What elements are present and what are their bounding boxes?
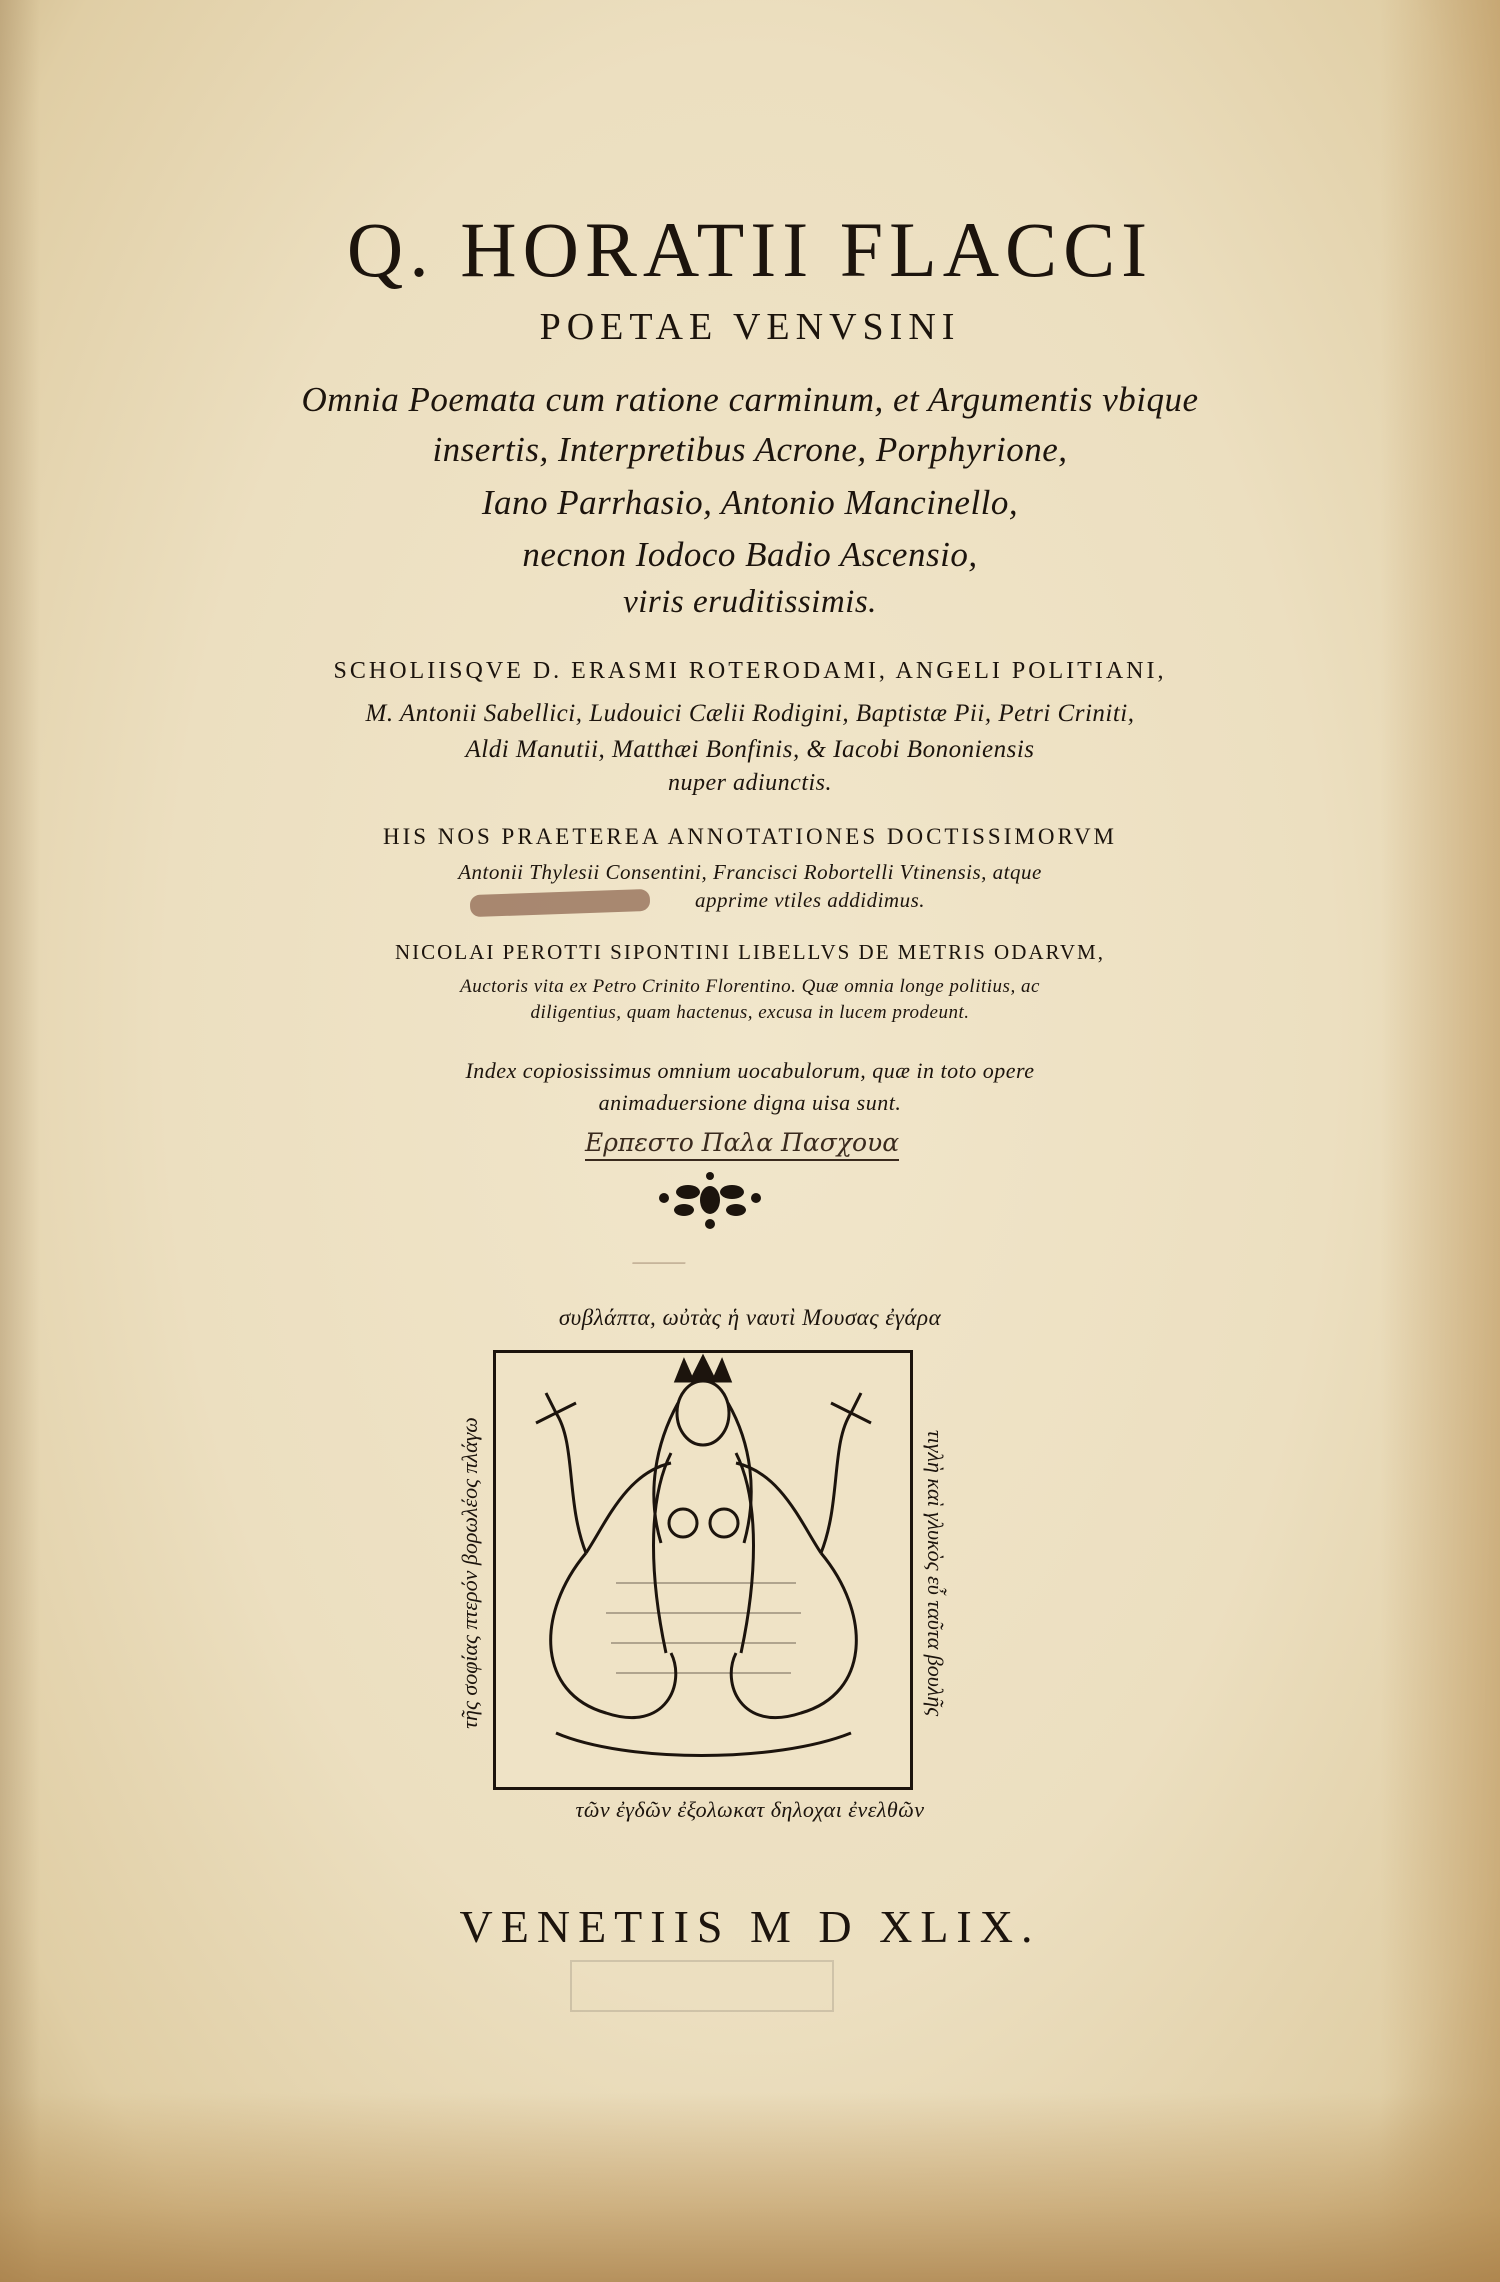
perotti-line: diligentius, quam hactenus, excusa in lucem prodeunt.	[530, 1002, 970, 1023]
description-line: Iano Parrhasio, Antonio Mancinello,	[481, 483, 1019, 522]
crowned-siren-icon	[496, 1353, 910, 1787]
annotation-line: apprime vtiles addidimus.	[694, 888, 926, 912]
perotti-line: NICOLAI PEROTTI SIPONTINI LIBELLVS DE METRIS ODARVM,	[395, 940, 1105, 964]
fleuron-ornament-icon	[650, 1170, 770, 1230]
woodcut-caption-left: τῆς σοφίας πτερόν βορωλέος πλάγω	[457, 1417, 482, 1729]
subtitle: POETAE VENVSINI	[539, 306, 961, 348]
index-line: Index copiosissimus omnium uocabulorum, quæ in toto opere	[465, 1058, 1035, 1083]
paper-stain-bottom	[0, 2092, 1500, 2282]
woodcut-caption-bottom: τῶν ἐγδῶν ἐξολωκατ δηλοχαι ἐνελθῶν	[575, 1797, 925, 1822]
index-line: animaduersione digna uisa sunt.	[598, 1090, 902, 1115]
scholia-line: Aldi Manutii, Matthæi Bonfinis, & Iacobi Bononiensis	[465, 736, 1035, 763]
description-line: necnon Iodoco Badio Ascensio,	[522, 535, 978, 574]
faint-marginal-note: ⸻	[630, 1250, 685, 1275]
annotation-line: HIS NOS PRAETEREA ANNOTATIONES DOCTISSIMORVM	[382, 824, 1118, 849]
scholia-line: M. Antonii Sabellici, Ludouici Cælii Rodigini, Baptistæ Pii, Petri Criniti,	[365, 700, 1135, 727]
annotation-line: Antonii Thylesii Consentini, Francisci Robortelli Vtinensis, atque	[458, 860, 1042, 884]
library-stamp	[570, 1960, 834, 2012]
perotti-line: Auctoris vita ex Petro Crinito Florentino. Quæ omnia longe politius, ac	[460, 976, 1040, 997]
handwritten-owner-inscription: Ερπεστο Παλα Πασχουα	[585, 1128, 899, 1161]
scholia-line: SCHOLIISQVE D. ERASMI ROTERODAMI, ANGELI POLITIANI,	[333, 658, 1167, 684]
woodcut-siren-illustration	[493, 1350, 913, 1790]
description-line: viris eruditissimis.	[623, 584, 877, 620]
description-line: insertis, Interpretibus Acrone, Porphyrione,	[432, 430, 1068, 469]
woodcut-caption-right: τιγλὴ καὶ γλυκὸς εὖ ταῦτα βουλῆς	[923, 1429, 948, 1717]
scholia-line: nuper adiunctis.	[668, 770, 832, 796]
description-line: Omnia Poemata cum ratione carminum, et Argumentis vbique	[301, 380, 1199, 419]
woodcut-caption-top: συβλάπτα, ωὐτὰς ἡ ναυτὶ Μουσας ἐγάρα	[558, 1305, 942, 1330]
author-title: Q. HORATII FLACCI	[346, 206, 1154, 293]
imprint: VENETIIS M D XLIX.	[459, 1901, 1041, 1952]
